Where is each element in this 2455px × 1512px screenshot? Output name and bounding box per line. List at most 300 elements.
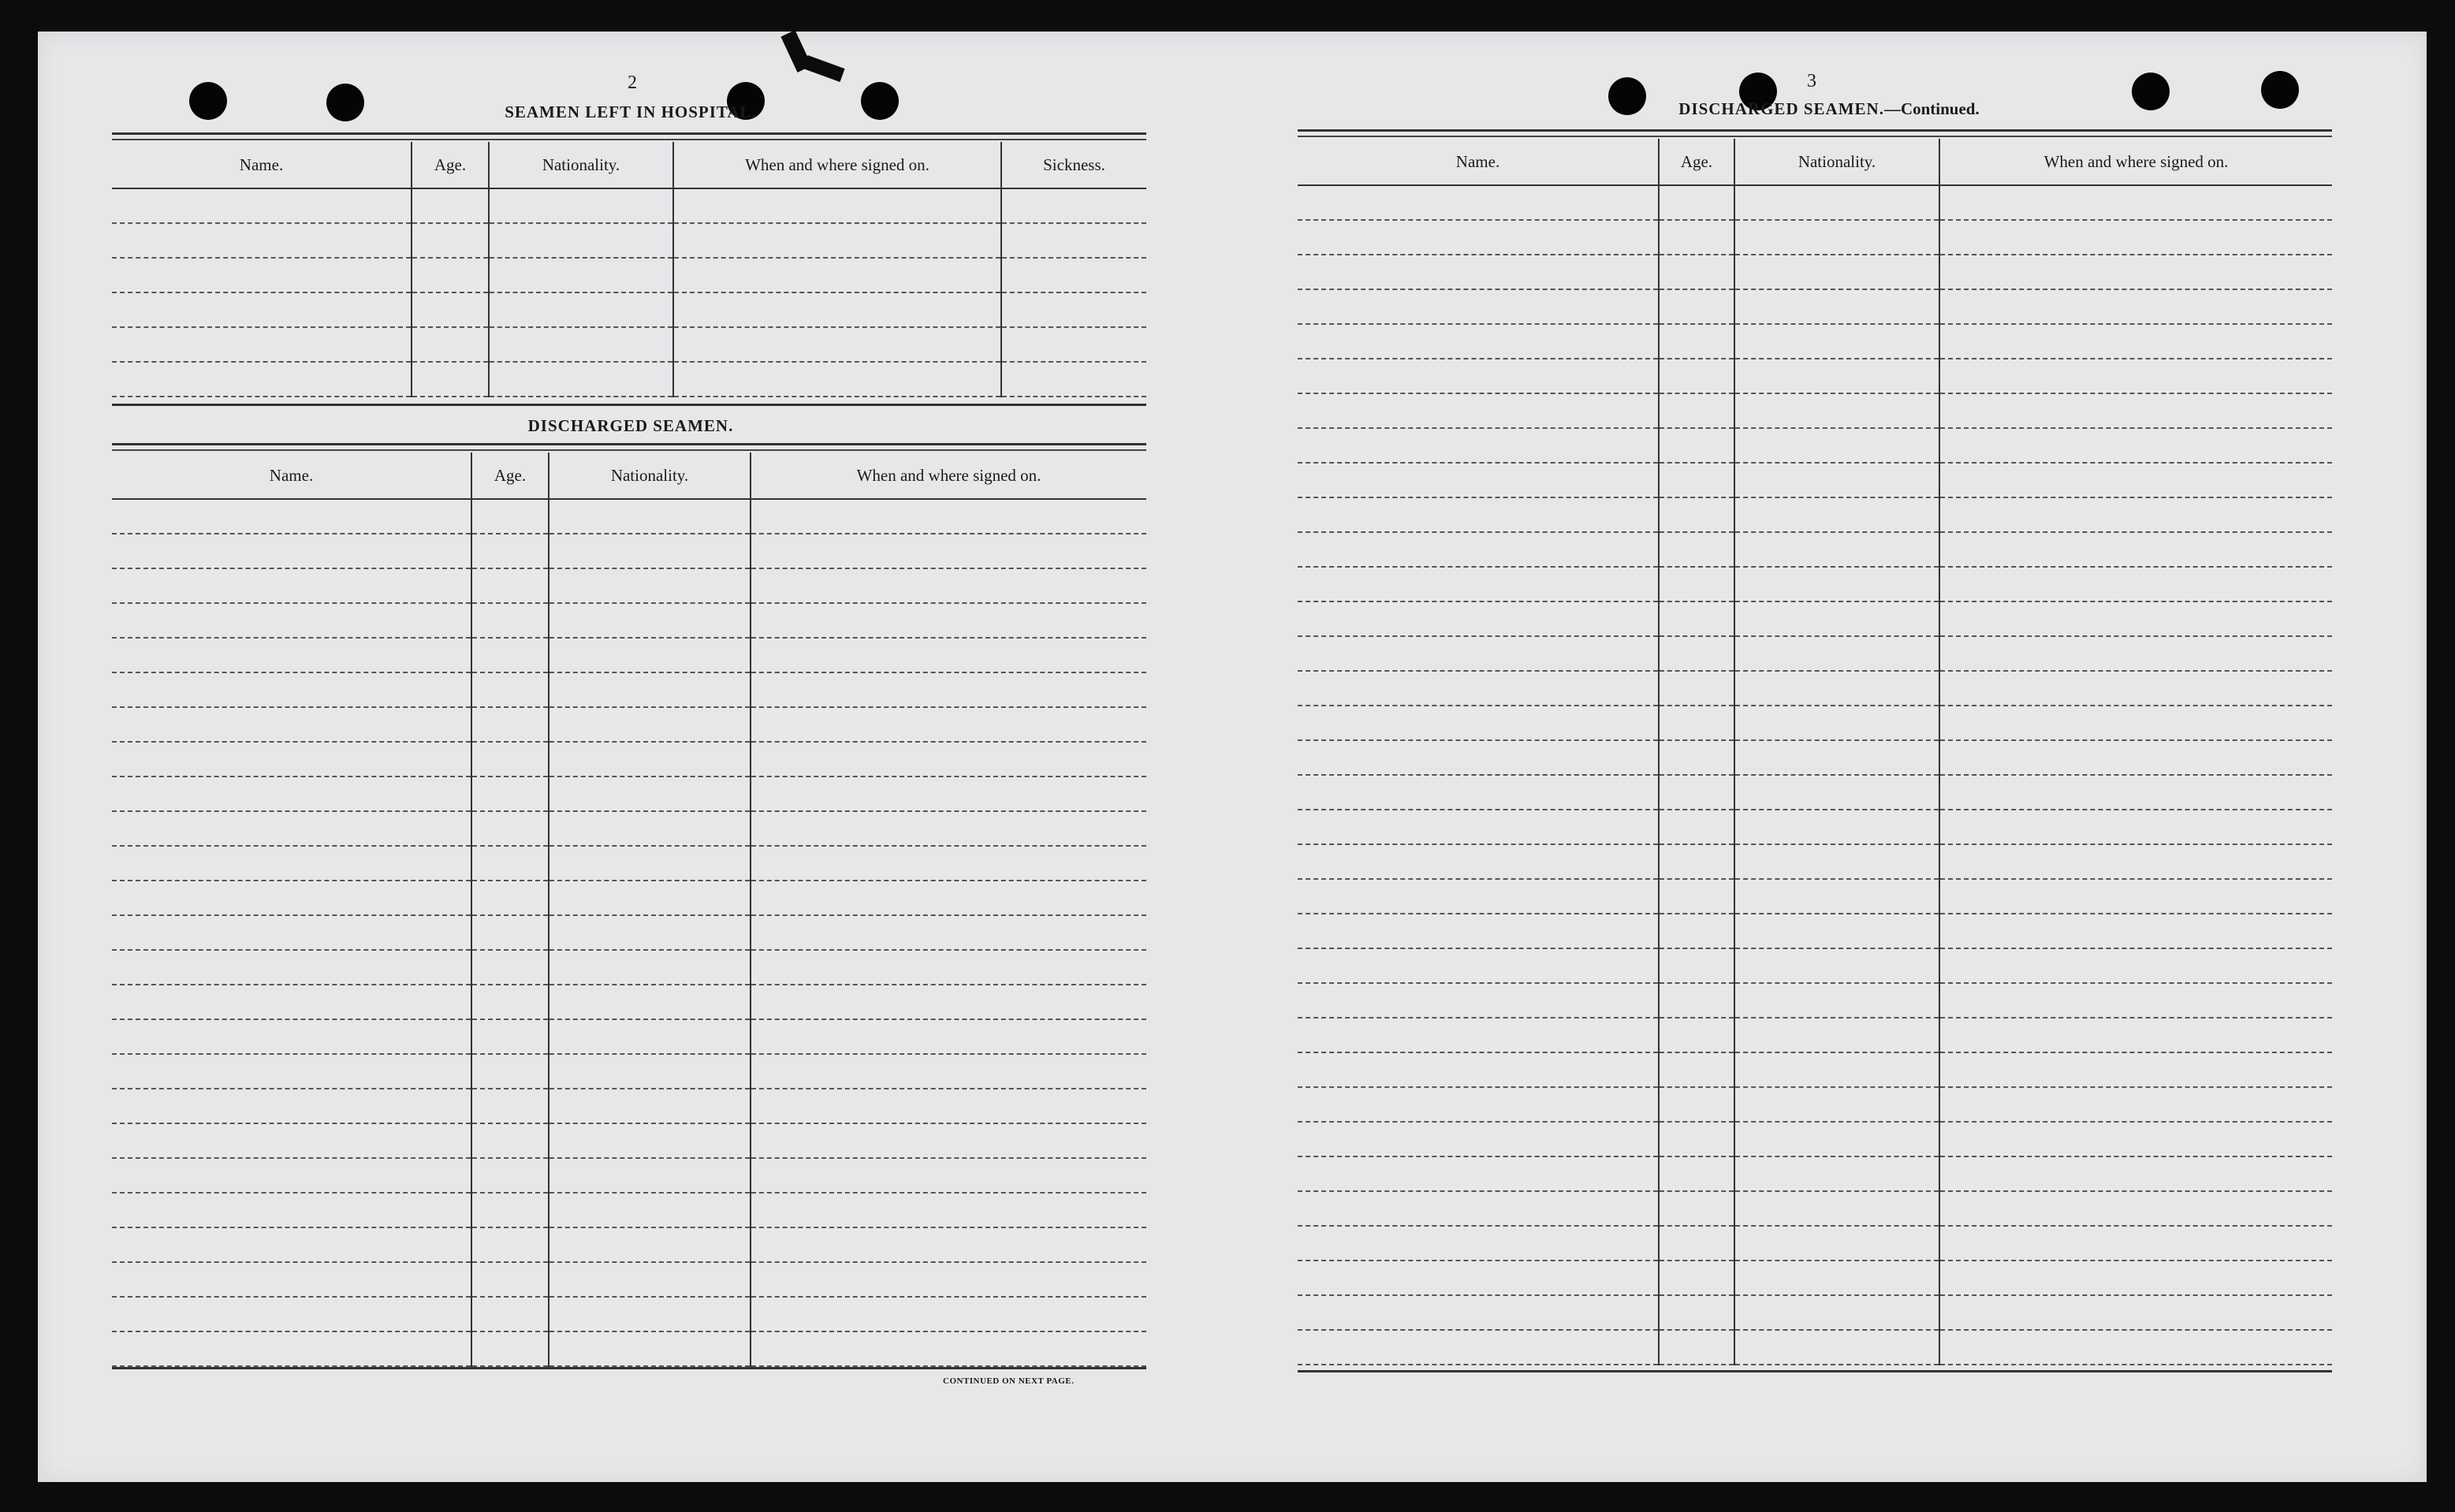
table-cell[interactable] <box>1659 636 1734 671</box>
table-cell[interactable] <box>1734 220 1939 255</box>
table-row <box>112 881 1146 915</box>
table-cell[interactable] <box>1659 1295 1734 1330</box>
table-cell[interactable] <box>1734 428 1939 463</box>
table-cell[interactable] <box>751 1158 1146 1193</box>
table-row <box>112 638 1146 672</box>
table-row <box>112 915 1146 950</box>
hospital-table <box>112 142 1146 397</box>
table-cell[interactable] <box>471 811 549 846</box>
table-cell[interactable] <box>412 188 489 223</box>
table-cell[interactable] <box>1734 1122 1939 1156</box>
table-cell[interactable] <box>112 742 471 776</box>
table-cell[interactable] <box>1298 532 1659 567</box>
table-cell[interactable] <box>1734 740 1939 775</box>
table-row <box>112 258 1146 292</box>
table-row <box>1298 740 2332 775</box>
table-cell[interactable] <box>751 1193 1146 1227</box>
table-cell[interactable] <box>112 568 471 603</box>
table-cell[interactable] <box>549 1193 751 1227</box>
table-cell[interactable] <box>1298 740 1659 775</box>
table-cell[interactable] <box>1939 740 2332 775</box>
table-cell[interactable] <box>751 568 1146 603</box>
table-cell[interactable] <box>1659 324 1734 359</box>
table-cell[interactable] <box>1298 289 1659 324</box>
table-cell[interactable] <box>1659 671 1734 706</box>
table-cell[interactable] <box>1734 1261 1939 1295</box>
table-row <box>1298 567 2332 601</box>
table-cell[interactable] <box>1939 393 2332 428</box>
table-cell[interactable] <box>1734 1052 1939 1087</box>
table-cell[interactable] <box>1734 463 1939 497</box>
table-cell[interactable] <box>1734 1156 1939 1191</box>
table-cell[interactable] <box>489 188 673 223</box>
table-cell[interactable] <box>1659 1052 1734 1087</box>
table-cell[interactable] <box>549 950 751 985</box>
column-header-signed-on: When and where signed on. <box>751 452 1146 499</box>
table-cell[interactable] <box>1734 879 1939 914</box>
table-cell[interactable] <box>1659 1156 1734 1191</box>
table-cell[interactable] <box>1659 1226 1734 1261</box>
table-cell[interactable] <box>471 707 549 742</box>
table-row <box>1298 775 2332 810</box>
table-cell[interactable] <box>1734 1087 1939 1122</box>
table-cell[interactable] <box>1659 879 1734 914</box>
table-cell[interactable] <box>1734 671 1939 706</box>
table-cell[interactable] <box>471 881 549 915</box>
table-cell[interactable] <box>751 1331 1146 1366</box>
table-cell[interactable] <box>471 950 549 985</box>
table-cell[interactable] <box>1659 497 1734 532</box>
table-cell[interactable] <box>1001 188 1146 223</box>
table-row <box>1298 1018 2332 1052</box>
table-cell[interactable] <box>751 1089 1146 1123</box>
table-cell[interactable] <box>1659 1191 1734 1226</box>
table-cell[interactable] <box>1939 1261 2332 1295</box>
table-cell[interactable] <box>1734 775 1939 810</box>
section-rule <box>112 132 1146 135</box>
table-cell[interactable] <box>1939 324 2332 359</box>
table-cell[interactable] <box>1939 359 2332 393</box>
table-cell[interactable] <box>549 534 751 568</box>
table-cell[interactable] <box>412 258 489 292</box>
table-cell[interactable] <box>1298 1191 1659 1226</box>
table-cell[interactable] <box>1939 567 2332 601</box>
table-cell[interactable] <box>1734 1295 1939 1330</box>
table-cell[interactable] <box>751 985 1146 1019</box>
table-cell[interactable] <box>1939 844 2332 879</box>
table-cell[interactable] <box>549 1054 751 1089</box>
table-cell[interactable] <box>1939 497 2332 532</box>
table-cell[interactable] <box>1298 636 1659 671</box>
table-cell[interactable] <box>549 1089 751 1123</box>
table-cell[interactable] <box>1939 1330 2332 1365</box>
table-cell[interactable] <box>1298 601 1659 636</box>
table-cell[interactable] <box>112 223 412 258</box>
table-cell[interactable] <box>112 292 412 327</box>
table-cell[interactable] <box>1734 1226 1939 1261</box>
table-cell[interactable] <box>751 499 1146 534</box>
table-cell[interactable] <box>1298 671 1659 706</box>
table-cell[interactable] <box>471 672 549 707</box>
table-cell[interactable] <box>412 292 489 327</box>
table-cell[interactable] <box>112 811 471 846</box>
table-cell[interactable] <box>549 811 751 846</box>
table-cell[interactable] <box>1734 1330 1939 1365</box>
table-cell[interactable] <box>1298 1087 1659 1122</box>
table-cell[interactable] <box>471 534 549 568</box>
table-cell[interactable] <box>1001 223 1146 258</box>
table-cell[interactable] <box>1734 601 1939 636</box>
table-cell[interactable] <box>489 327 673 362</box>
table-cell[interactable] <box>549 1331 751 1366</box>
table-cell[interactable] <box>673 258 1001 292</box>
table-cell[interactable] <box>1659 844 1734 879</box>
table-cell[interactable] <box>112 881 471 915</box>
table-cell[interactable] <box>1939 428 2332 463</box>
table-cell[interactable] <box>471 1123 549 1158</box>
table-cell[interactable] <box>1298 1261 1659 1295</box>
table-cell[interactable] <box>1298 324 1659 359</box>
table-cell[interactable] <box>471 568 549 603</box>
table-cell[interactable] <box>1734 393 1939 428</box>
table-cell[interactable] <box>1659 914 1734 948</box>
table-row <box>1298 497 2332 532</box>
table-cell[interactable] <box>1659 359 1734 393</box>
table-cell[interactable] <box>1734 1191 1939 1226</box>
table-cell[interactable] <box>751 534 1146 568</box>
table-cell[interactable] <box>1659 1330 1734 1365</box>
table-cell[interactable] <box>1659 740 1734 775</box>
table-cell[interactable] <box>751 776 1146 811</box>
table-cell[interactable] <box>1939 914 2332 948</box>
table-row <box>1298 636 2332 671</box>
table-cell[interactable] <box>673 362 1001 397</box>
table-cell[interactable] <box>1939 879 2332 914</box>
table-row <box>112 292 1146 327</box>
table-cell[interactable] <box>112 1054 471 1089</box>
table-cell[interactable] <box>412 327 489 362</box>
table-cell[interactable] <box>1659 1261 1734 1295</box>
table-row <box>1298 1226 2332 1261</box>
table-cell[interactable] <box>112 707 471 742</box>
table-cell[interactable] <box>751 915 1146 950</box>
table-cell[interactable] <box>1298 983 1659 1018</box>
table-row <box>1298 1156 2332 1191</box>
table-cell[interactable] <box>489 362 673 397</box>
table-cell[interactable] <box>549 707 751 742</box>
table-cell[interactable] <box>1659 983 1734 1018</box>
table-cell[interactable] <box>471 1019 549 1054</box>
table-cell[interactable] <box>1659 810 1734 844</box>
table-cell[interactable] <box>549 499 751 534</box>
table-row <box>112 1054 1146 1089</box>
table-cell[interactable] <box>1939 220 2332 255</box>
table-cell[interactable] <box>112 950 471 985</box>
table-cell[interactable] <box>412 362 489 397</box>
table-cell[interactable] <box>549 1297 751 1331</box>
table-cell[interactable] <box>1298 948 1659 983</box>
table-cell[interactable] <box>1298 359 1659 393</box>
table-cell[interactable] <box>1734 497 1939 532</box>
table-cell[interactable] <box>1939 1018 2332 1052</box>
table-cell[interactable] <box>489 292 673 327</box>
table-cell[interactable] <box>112 1193 471 1227</box>
table-cell[interactable] <box>1298 879 1659 914</box>
column-header-age: Age. <box>1659 139 1734 185</box>
table-cell[interactable] <box>1659 1122 1734 1156</box>
table-row <box>112 811 1146 846</box>
table-cell[interactable] <box>1734 844 1939 879</box>
table-row <box>112 603 1146 638</box>
table-cell[interactable] <box>1939 810 2332 844</box>
table-cell[interactable] <box>1298 428 1659 463</box>
table-cell[interactable] <box>1659 567 1734 601</box>
table-cell[interactable] <box>1298 775 1659 810</box>
table-cell[interactable] <box>549 1123 751 1158</box>
table-row <box>112 846 1146 881</box>
table-row <box>112 223 1146 258</box>
table-cell[interactable] <box>1939 1052 2332 1087</box>
table-cell[interactable] <box>471 1089 549 1123</box>
table-cell[interactable] <box>112 638 471 672</box>
table-cell[interactable] <box>1659 220 1734 255</box>
table-cell[interactable] <box>1298 185 1659 220</box>
table-cell[interactable] <box>549 1019 751 1054</box>
table-cell[interactable] <box>471 846 549 881</box>
table-cell[interactable] <box>1298 844 1659 879</box>
table-cell[interactable] <box>549 603 751 638</box>
table-cell[interactable] <box>1298 706 1659 740</box>
table-cell[interactable] <box>673 188 1001 223</box>
table-cell[interactable] <box>471 638 549 672</box>
table-row <box>112 1123 1146 1158</box>
table-cell[interactable] <box>1298 1122 1659 1156</box>
table-cell[interactable] <box>673 327 1001 362</box>
table-cell[interactable] <box>1734 289 1939 324</box>
table-cell[interactable] <box>1939 1122 2332 1156</box>
section-rule <box>1298 129 2332 132</box>
table-cell[interactable] <box>1298 914 1659 948</box>
table-cell[interactable] <box>1659 289 1734 324</box>
table-cell[interactable] <box>1939 532 2332 567</box>
table-cell[interactable] <box>1939 706 2332 740</box>
table-cell[interactable] <box>673 223 1001 258</box>
table-cell[interactable] <box>1939 1226 2332 1261</box>
table-row <box>1298 220 2332 255</box>
table-cell[interactable] <box>751 811 1146 846</box>
table-cell[interactable] <box>1298 1156 1659 1191</box>
table-cell[interactable] <box>549 638 751 672</box>
table-cell[interactable] <box>471 1158 549 1193</box>
table-cell[interactable] <box>1939 601 2332 636</box>
table-cell[interactable] <box>1734 324 1939 359</box>
table-cell[interactable] <box>1298 1052 1659 1087</box>
table-cell[interactable] <box>549 985 751 1019</box>
table-row <box>112 742 1146 776</box>
table-cell[interactable] <box>751 742 1146 776</box>
table-cell[interactable] <box>112 603 471 638</box>
punch-hole <box>861 82 899 120</box>
table-cell[interactable] <box>112 1227 471 1262</box>
table-cell[interactable] <box>1939 983 2332 1018</box>
table-cell[interactable] <box>1659 255 1734 289</box>
table-cell[interactable] <box>1939 671 2332 706</box>
table-cell[interactable] <box>751 1297 1146 1331</box>
table-cell[interactable] <box>471 742 549 776</box>
table-cell[interactable] <box>1734 636 1939 671</box>
table-cell[interactable] <box>1734 948 1939 983</box>
table-cell[interactable] <box>1298 1295 1659 1330</box>
table-cell[interactable] <box>112 188 412 223</box>
table-cell[interactable] <box>1734 532 1939 567</box>
table-cell[interactable] <box>549 776 751 811</box>
table-cell[interactable] <box>751 950 1146 985</box>
table-cell[interactable] <box>751 1019 1146 1054</box>
table-cell[interactable] <box>112 1262 471 1297</box>
table-cell[interactable] <box>1939 775 2332 810</box>
table-cell[interactable] <box>549 568 751 603</box>
table-cell[interactable] <box>112 1089 471 1123</box>
table-cell[interactable] <box>1659 775 1734 810</box>
table-cell[interactable] <box>471 776 549 811</box>
table-cell[interactable] <box>1298 1226 1659 1261</box>
table-cell[interactable] <box>112 1297 471 1331</box>
table-cell[interactable] <box>112 362 412 397</box>
table-cell[interactable] <box>1298 1330 1659 1365</box>
column-header-nationality: Nationality. <box>549 452 751 499</box>
table-cell[interactable] <box>751 846 1146 881</box>
table-cell[interactable] <box>549 846 751 881</box>
table-cell[interactable] <box>549 1262 751 1297</box>
table-cell[interactable] <box>751 1123 1146 1158</box>
table-cell[interactable] <box>1939 1087 2332 1122</box>
table-cell[interactable] <box>1939 1191 2332 1226</box>
table-cell[interactable] <box>112 327 412 362</box>
table-cell[interactable] <box>471 1262 549 1297</box>
table-cell[interactable] <box>1001 327 1146 362</box>
table-cell[interactable] <box>549 742 751 776</box>
table-cell[interactable] <box>1734 983 1939 1018</box>
table-cell[interactable] <box>471 985 549 1019</box>
table-cell[interactable] <box>489 258 673 292</box>
table-cell[interactable] <box>112 258 412 292</box>
table-cell[interactable] <box>1001 292 1146 327</box>
table-cell[interactable] <box>471 1193 549 1227</box>
table-cell[interactable] <box>471 1297 549 1331</box>
table-cell[interactable] <box>1939 255 2332 289</box>
table-cell[interactable] <box>1298 1018 1659 1052</box>
table-cell[interactable] <box>751 1054 1146 1089</box>
table-cell[interactable] <box>1659 532 1734 567</box>
table-cell[interactable] <box>1939 1156 2332 1191</box>
table-cell[interactable] <box>112 499 471 534</box>
table-cell[interactable] <box>1298 497 1659 532</box>
table-cell[interactable] <box>112 1158 471 1193</box>
table-cell[interactable] <box>751 638 1146 672</box>
table-cell[interactable] <box>1659 393 1734 428</box>
table-cell[interactable] <box>751 1262 1146 1297</box>
table-cell[interactable] <box>1734 810 1939 844</box>
table-cell[interactable] <box>1939 289 2332 324</box>
table-cell[interactable] <box>549 1158 751 1193</box>
table-cell[interactable] <box>471 1331 549 1366</box>
table-cell[interactable] <box>471 1227 549 1262</box>
table-cell[interactable] <box>1734 255 1939 289</box>
table-cell[interactable] <box>1734 185 1939 220</box>
table-cell[interactable] <box>1659 706 1734 740</box>
table-cell[interactable] <box>1734 1018 1939 1052</box>
table-cell[interactable] <box>1298 393 1659 428</box>
table-cell[interactable] <box>112 1019 471 1054</box>
table-cell[interactable] <box>112 776 471 811</box>
table-cell[interactable] <box>751 603 1146 638</box>
table-cell[interactable] <box>1659 601 1734 636</box>
table-cell[interactable] <box>1939 948 2332 983</box>
table-cell[interactable] <box>112 672 471 707</box>
table-cell[interactable] <box>1298 567 1659 601</box>
table-cell[interactable] <box>751 707 1146 742</box>
table-cell[interactable] <box>1298 463 1659 497</box>
table-cell[interactable] <box>112 1331 471 1366</box>
table-cell[interactable] <box>549 672 751 707</box>
table-cell[interactable] <box>1939 463 2332 497</box>
table-row <box>1298 393 2332 428</box>
table-cell[interactable] <box>471 1054 549 1089</box>
table-cell[interactable] <box>751 1227 1146 1262</box>
continued-suffix: —Continued. <box>1883 99 1980 118</box>
table-cell[interactable] <box>112 915 471 950</box>
table-cell[interactable] <box>1734 914 1939 948</box>
table-cell[interactable] <box>751 672 1146 707</box>
table-cell[interactable] <box>489 223 673 258</box>
table-cell[interactable] <box>1659 428 1734 463</box>
table-cell[interactable] <box>1659 463 1734 497</box>
table-cell[interactable] <box>549 881 751 915</box>
table-cell[interactable] <box>1001 362 1146 397</box>
table-cell[interactable] <box>1659 1087 1734 1122</box>
table-cell[interactable] <box>1659 185 1734 220</box>
table-cell[interactable] <box>1939 1295 2332 1330</box>
table-cell[interactable] <box>1734 706 1939 740</box>
table-cell[interactable] <box>1659 948 1734 983</box>
table-cell[interactable] <box>549 915 751 950</box>
table-cell[interactable] <box>471 915 549 950</box>
table-cell[interactable] <box>112 1123 471 1158</box>
table-cell[interactable] <box>1734 359 1939 393</box>
table-cell[interactable] <box>1659 1018 1734 1052</box>
table-cell[interactable] <box>1001 258 1146 292</box>
table-cell[interactable] <box>112 846 471 881</box>
table-cell[interactable] <box>112 534 471 568</box>
table-cell[interactable] <box>1298 255 1659 289</box>
table-cell[interactable] <box>412 223 489 258</box>
table-cell[interactable] <box>673 292 1001 327</box>
table-row <box>1298 1052 2332 1087</box>
table-cell[interactable] <box>1939 636 2332 671</box>
table-cell[interactable] <box>1298 220 1659 255</box>
table-cell[interactable] <box>1298 810 1659 844</box>
table-row <box>1298 463 2332 497</box>
table-row <box>1298 428 2332 463</box>
table-cell[interactable] <box>471 499 549 534</box>
table-cell[interactable] <box>549 1227 751 1262</box>
table-cell[interactable] <box>471 603 549 638</box>
table-row <box>1298 601 2332 636</box>
table-cell[interactable] <box>1734 567 1939 601</box>
table-cell[interactable] <box>1939 185 2332 220</box>
table-cell[interactable] <box>751 881 1146 915</box>
table-cell[interactable] <box>112 985 471 1019</box>
